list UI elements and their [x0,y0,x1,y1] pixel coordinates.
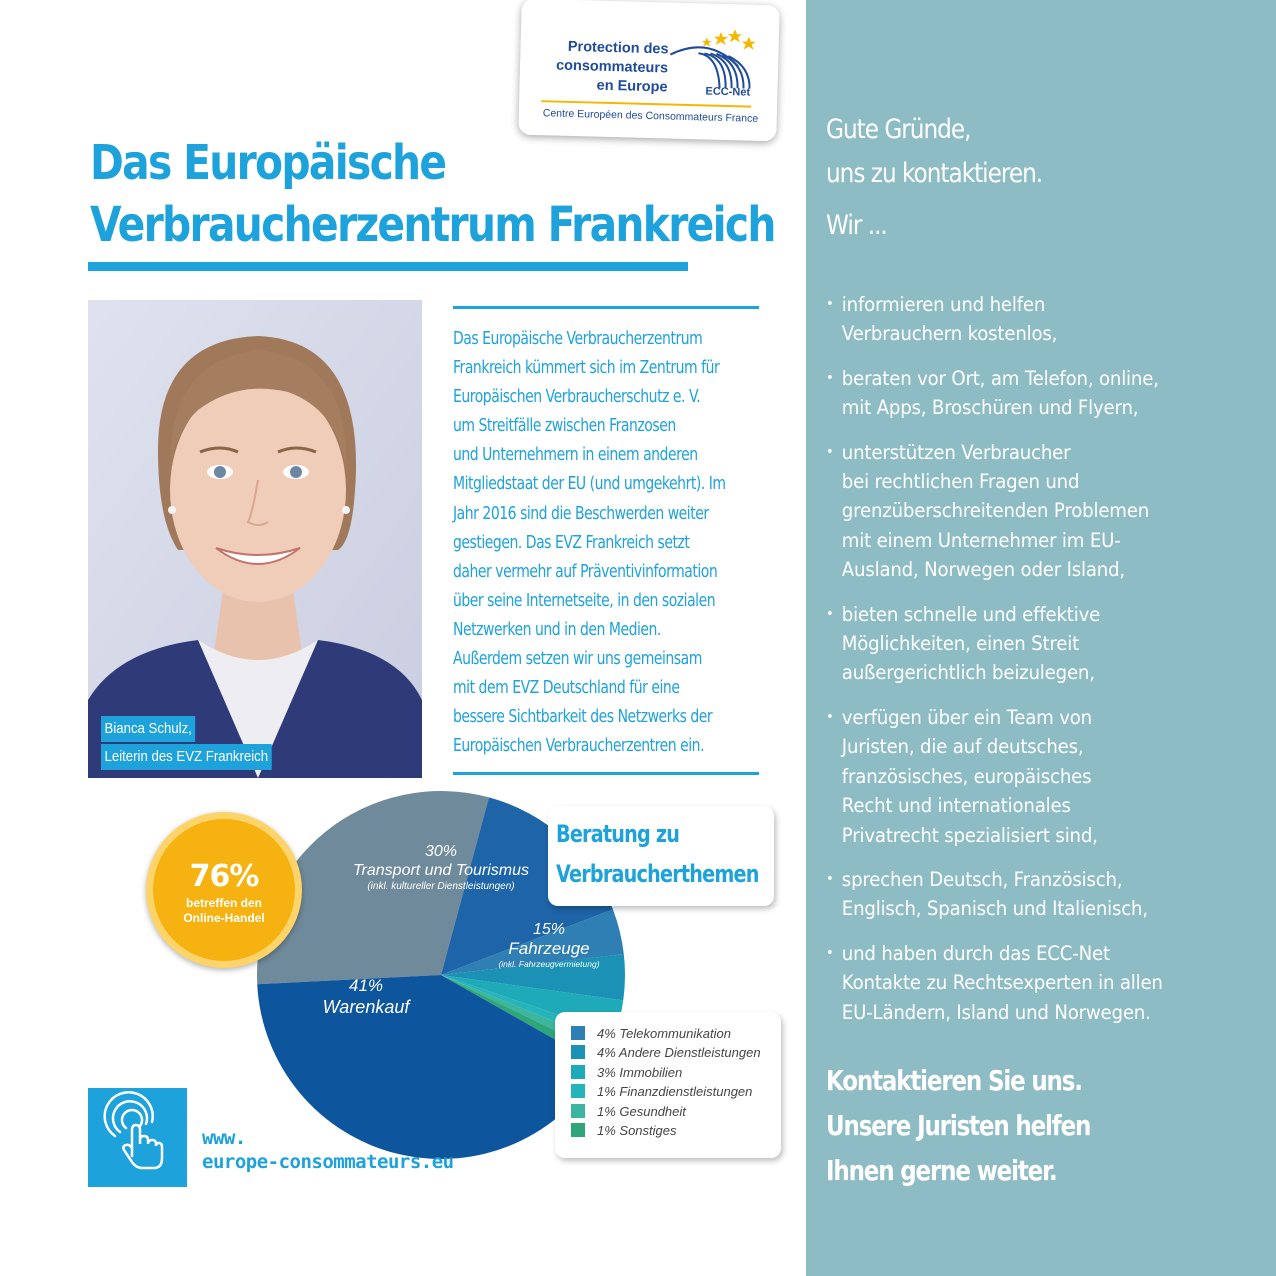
transport-label: Transport und Tourismus [352,862,530,879]
ecc-net-label: ECC-Net [705,85,751,99]
body-line: Jahr 2016 sind die Beschwerden weiter [453,503,709,524]
legend-swatch [571,1045,585,1059]
body-line: mit dem EVZ Deutschland für eine [453,678,680,699]
reason-line: verfügen über ein Team von [841,705,1092,729]
reason-item [826,364,1235,423]
title-line-1: Das Europäische [90,135,446,191]
reason-item [826,703,1235,850]
legend-item [571,1123,677,1141]
legend-label: 1% Finanzdienstleistungen [597,1084,753,1100]
legend-label: 1% Sonstiges [597,1123,677,1138]
slice-label-fahrzeuge [490,921,608,970]
slice-label-warenkauf [306,976,426,1018]
reason-item [826,290,1235,349]
logo-line-1: Protection des [567,38,669,58]
fahrzeuge-percent: 15% [532,921,566,938]
legend-item [571,1084,752,1102]
legend-swatch [571,1026,585,1040]
reason-line: Juristen, die auf deutsches, [841,735,1084,759]
sidebar-heading [826,108,1204,248]
reason-line: Ausland, Norwegen oder Island, [841,558,1126,582]
reasons-list [826,290,1266,1042]
logo-subtitle: Centre Européen des Consommateurs France [542,107,759,125]
chart-legend [555,1012,781,1158]
badge-label-2: Online-Handel [183,911,265,925]
legend-item [571,1104,686,1122]
chart-title [556,814,759,894]
reason-line: Verbrauchern kostenlos, [841,322,1058,346]
title-line-2: Verbraucherzentrum Frankreich [90,197,775,253]
bullet-icon: • [826,870,834,887]
body-line: Das Europäische Verbraucherzentrum [453,329,703,349]
bullet-icon: • [826,605,834,622]
website-line-1[interactable]: www. [202,1127,246,1149]
chart-title-box [548,806,774,906]
legend-item [571,1026,731,1044]
reason-item [826,939,1235,1027]
body-line: gestiegen. Das EVZ Frankreich setzt [453,532,690,553]
reason-line: beraten vor Ort, am Telefon, online, [841,366,1159,390]
sidebar-heading-line-1: Gute Gründe, [826,114,971,145]
body-line: Frankreich kümmert sich im Zentrum für [453,358,720,379]
reason-line: außergerichtlich beizulegen, [841,661,1095,685]
reason-line: französisches, europäisches [841,764,1092,788]
transport-percent: 30% [424,843,458,860]
fahrzeuge-note: (inkl. Fahrzeugvermietung) [498,959,600,969]
legend-swatch [571,1065,585,1079]
caption-role: Leiterin des EVZ Frankreich [101,744,272,770]
legend-label: 4% Andere Dienstleistungen [597,1045,761,1061]
slice-label-transport [330,843,552,893]
chart-title-line-1: Beratung zu [556,820,680,848]
reason-line: grenzüberschreitenden Problemen [841,499,1150,523]
bullet-icon: • [826,369,834,386]
body-line: bessere Sichtbarkeit des Netzwerks der [453,707,713,728]
reason-line: Privatrecht spezialisiert sind, [841,823,1098,847]
legend-item [571,1065,682,1083]
body-line: Netzwerken und in den Medien. [453,619,661,640]
reason-line: mit einem Unternehmer im EU- [841,528,1121,552]
reason-line: und haben durch das ECC-Net [841,941,1110,965]
bullet-icon: • [826,296,834,312]
transport-note: (inkl. kultureller Dienstleistungen) [367,881,515,892]
body-line: über seine Internetseite, in den sozialen [453,590,716,611]
body-line: und Unternehmern in einem anderen [453,445,698,466]
body-line: um Streitfälle zwischen Franzosen [453,416,676,437]
legend-label: 3% Immobilien [597,1064,683,1080]
reason-item [826,865,1235,924]
warenkauf-label: Warenkauf [322,997,410,1017]
body-line: Europäischen Verbraucherzentren ein. [453,736,705,757]
reason-line: mit Apps, Broschüren und Flyern, [841,396,1139,420]
logo-line-2: consommateurs [555,57,669,77]
sidebar-heading-line-3: Wir ... [826,210,887,241]
fahrzeuge-label: Fahrzeuge [508,939,590,958]
reason-line: Möglichkeiten, einen Streit [841,632,1080,656]
reason-line: Englisch, Spanisch und Italienisch, [841,897,1148,921]
cta-line-2: Unsere Juristen helfen [826,1109,1091,1142]
reason-line: Recht und internationales [841,794,1071,818]
legend-swatch [571,1104,585,1118]
body-line: Mitgliedstaat der EU (und umgekehrt). Im [453,474,726,495]
caption-name: Bianca Schulz, [101,716,195,742]
bullet-icon: • [826,944,834,961]
warenkauf-percent: 41% [348,976,384,995]
legend-label: 1% Gesundheit [597,1103,686,1119]
touch-hand-icon[interactable] [88,1088,187,1187]
legend-swatch [571,1084,585,1098]
legend-label: 4% Telekommunikation [597,1026,731,1041]
sidebar-heading-line-2: uns zu kontaktieren. [826,158,1043,189]
bullet-icon: • [826,708,834,725]
body-line: Außerdem setzen wir uns gemeinsam [453,649,702,670]
legend-item [571,1045,761,1063]
reason-line: Kontakte zu Rechtsexperten in allen [841,971,1163,995]
badge-percent: 76% [189,859,259,894]
reason-line: unterstützen Verbraucher [841,440,1071,464]
badge-label-1: betreffen den [185,896,262,910]
chart-title-line-2: Verbraucherthemen [556,860,759,888]
reason-line: bei rechtlichen Fragen und [841,470,1080,494]
bullet-icon: • [826,443,834,460]
online-trade-badge [146,812,302,968]
contact-cta [826,1058,1236,1193]
reason-line: sprechen Deutsch, Französisch, [841,867,1123,891]
logo-line-3: en Europe [596,77,668,96]
reason-line: informieren und helfen [841,293,1046,316]
reason-item [826,438,1235,585]
cta-line-3: Ihnen gerne weiter. [826,1154,1057,1187]
reason-line: bieten schnelle und effektive [841,602,1101,626]
website-link[interactable] [202,1126,454,1174]
body-line: Europäischen Verbraucherschutz e. V. [453,387,701,408]
cta-line-1: Kontaktieren Sie uns. [826,1064,1082,1097]
body-line: daher vermehr auf Präventivinformation [453,561,718,582]
reason-line: EU-Ländern, Island und Norwegen. [841,1000,1151,1024]
website-line-2[interactable]: europe-consommateurs.eu [202,1151,454,1173]
legend-swatch [571,1123,585,1137]
reason-item [826,600,1235,688]
reasons-sidebar [806,0,1276,1276]
